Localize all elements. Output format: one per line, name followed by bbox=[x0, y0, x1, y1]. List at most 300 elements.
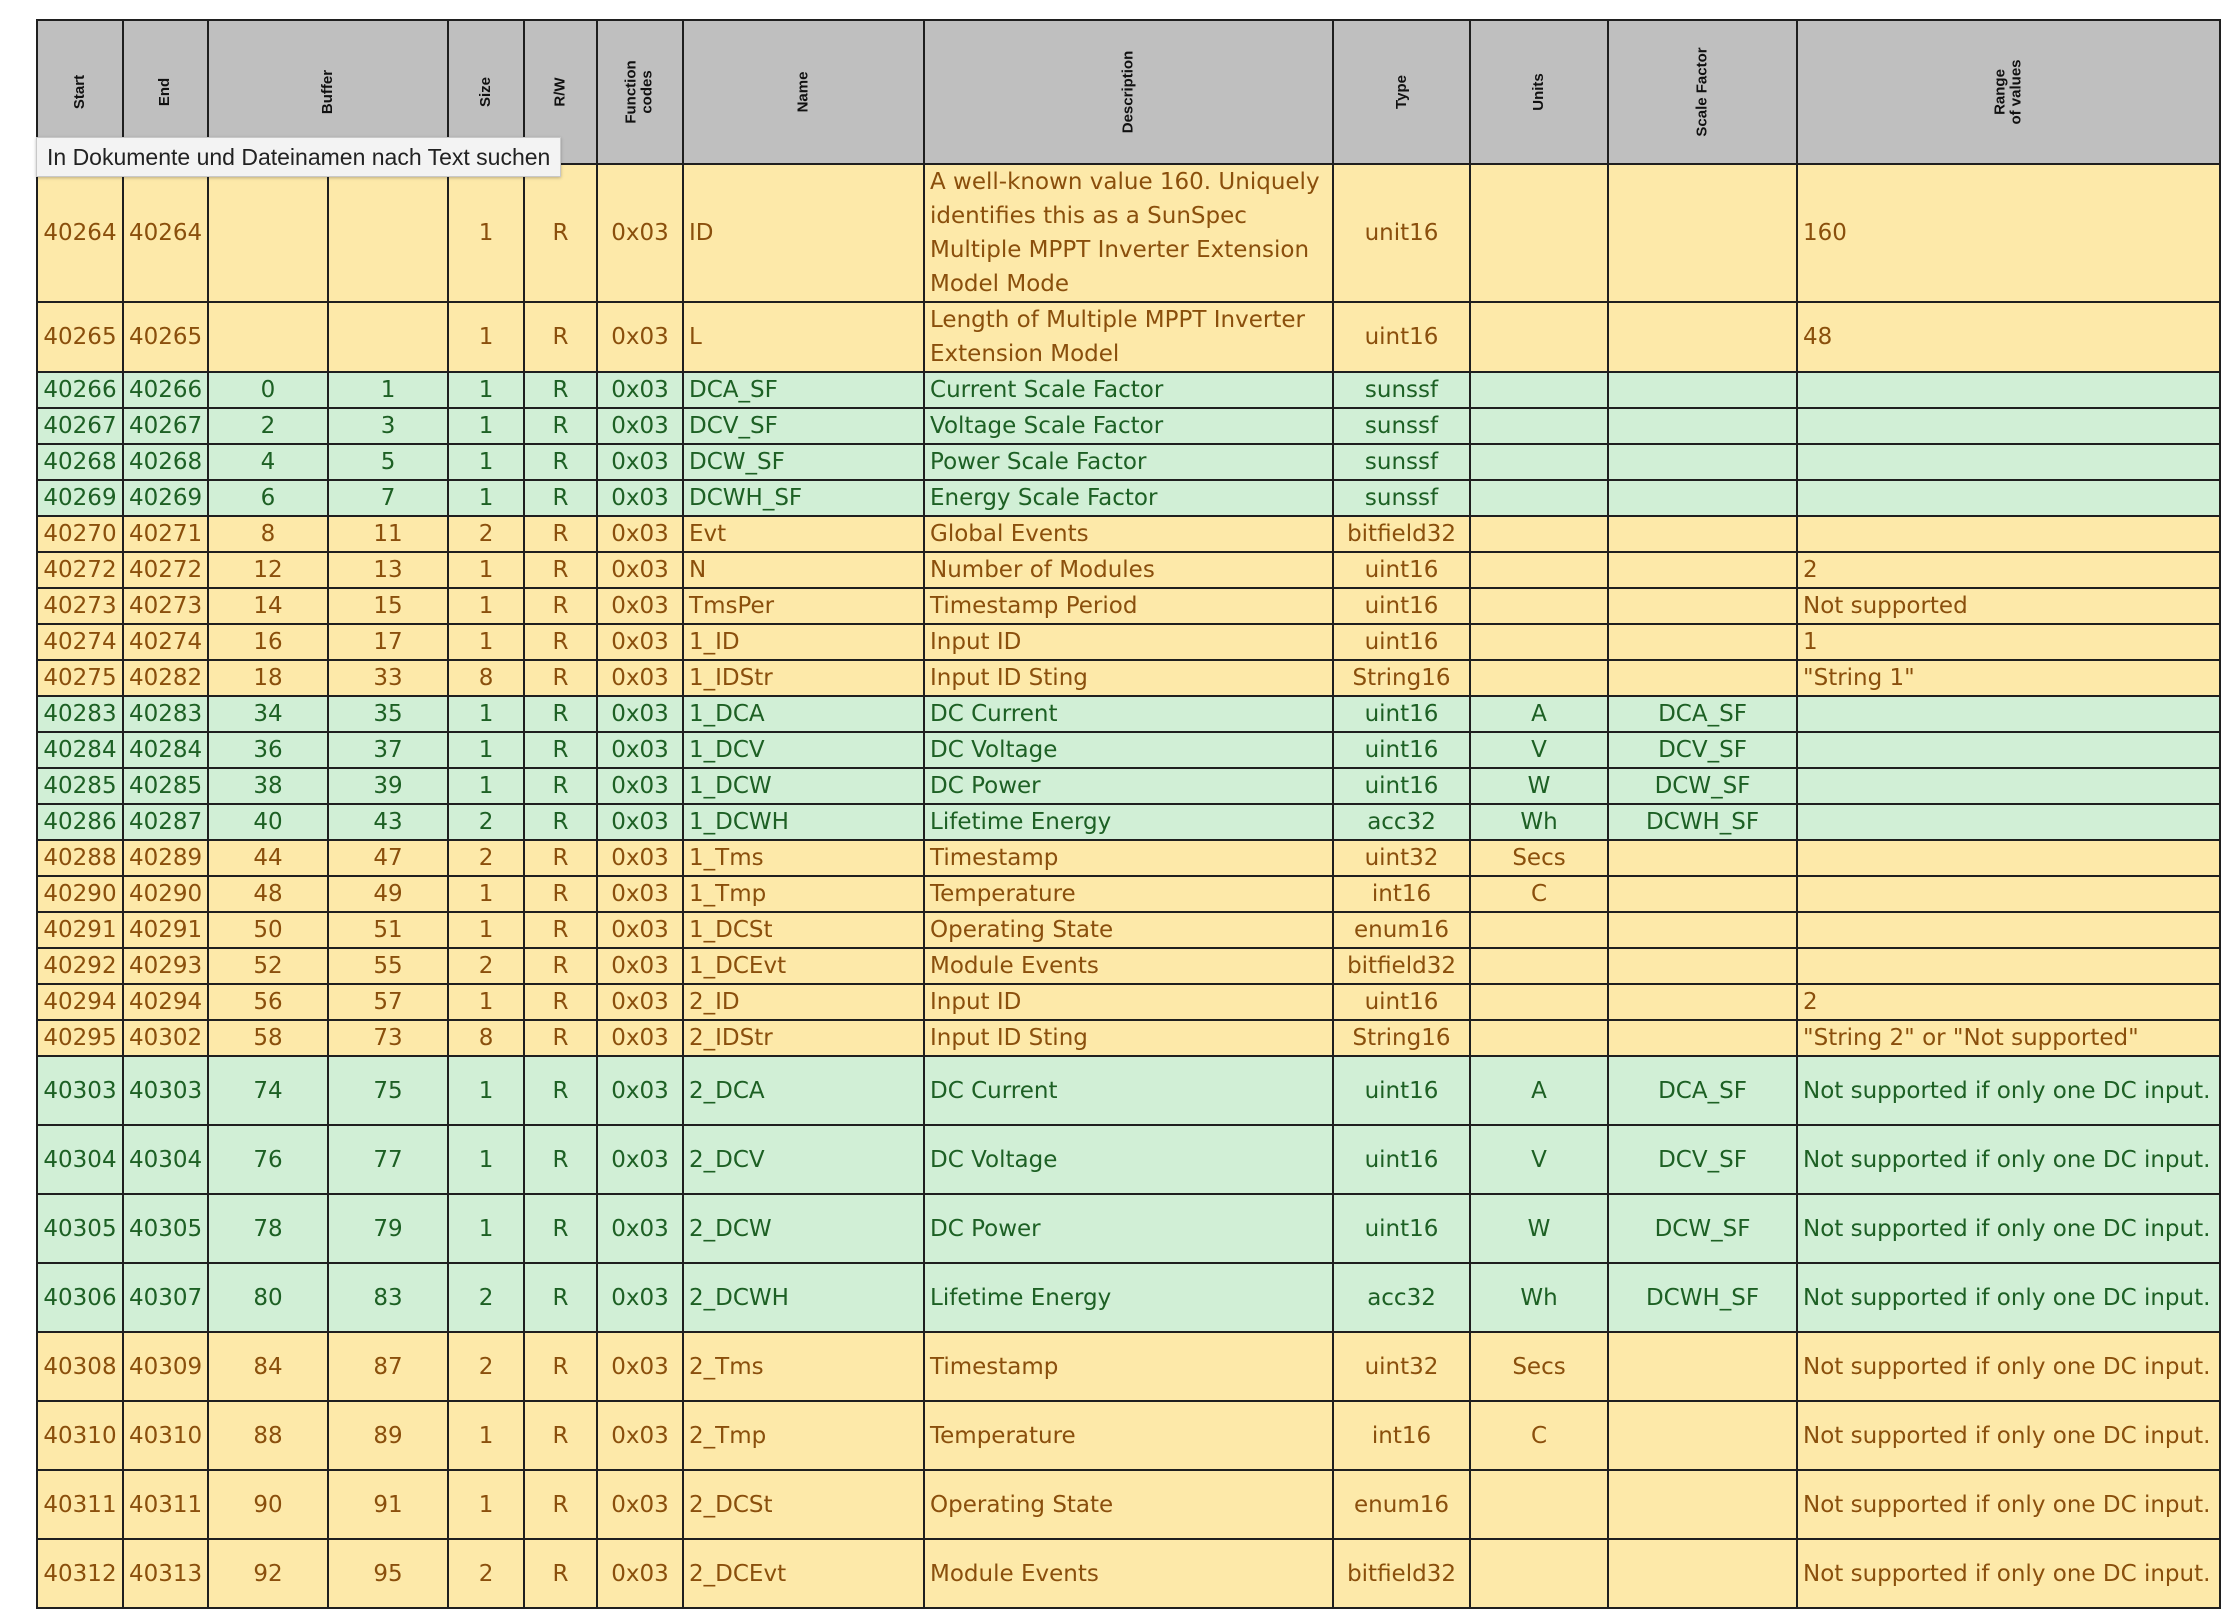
cell-units[interactable]: W bbox=[1470, 1194, 1608, 1263]
cell-buffer-start[interactable]: 18 bbox=[208, 660, 328, 696]
cell-description[interactable]: Length of Multiple MPPT Inverter Extension Model bbox=[924, 302, 1333, 372]
cell-type[interactable]: acc32 bbox=[1333, 1263, 1470, 1332]
cell-scale-factor[interactable] bbox=[1608, 876, 1797, 912]
cell-end[interactable]: 40264 bbox=[123, 164, 208, 302]
cell-scale-factor[interactable]: DCV_SF bbox=[1608, 1125, 1797, 1194]
cell-start[interactable]: 40310 bbox=[37, 1401, 123, 1470]
cell-units[interactable] bbox=[1470, 912, 1608, 948]
cell-buffer-end[interactable]: 89 bbox=[328, 1401, 448, 1470]
cell-end[interactable]: 40310 bbox=[123, 1401, 208, 1470]
cell-description[interactable]: A well-known value 160. Uniquely identifies this as a SunSpec Multiple MPPT Inverter Extension Model Mode bbox=[924, 164, 1333, 302]
cell-name[interactable]: 2_IDStr bbox=[683, 1020, 924, 1056]
cell-range[interactable] bbox=[1797, 480, 2220, 516]
cell-range[interactable] bbox=[1797, 804, 2220, 840]
cell-name[interactable]: 2_ID bbox=[683, 984, 924, 1020]
cell-function-code[interactable]: 0x03 bbox=[597, 912, 683, 948]
cell-size[interactable]: 2 bbox=[448, 1263, 524, 1332]
cell-description[interactable]: Operating State bbox=[924, 912, 1333, 948]
cell-units[interactable]: V bbox=[1470, 732, 1608, 768]
cell-buffer-end[interactable]: 3 bbox=[328, 408, 448, 444]
cell-units[interactable]: C bbox=[1470, 876, 1608, 912]
cell-start[interactable]: 40286 bbox=[37, 804, 123, 840]
cell-start[interactable]: 40308 bbox=[37, 1332, 123, 1401]
cell-name[interactable]: 2_DCSt bbox=[683, 1470, 924, 1539]
cell-function-code[interactable]: 0x03 bbox=[597, 1125, 683, 1194]
cell-size[interactable]: 1 bbox=[448, 624, 524, 660]
cell-rw[interactable]: R bbox=[524, 1056, 597, 1125]
cell-scale-factor[interactable] bbox=[1608, 1539, 1797, 1608]
cell-range[interactable]: Not supported if only one DC input. bbox=[1797, 1539, 2220, 1608]
cell-buffer-end[interactable]: 7 bbox=[328, 480, 448, 516]
cell-scale-factor[interactable]: DCW_SF bbox=[1608, 1194, 1797, 1263]
cell-buffer-end[interactable]: 35 bbox=[328, 696, 448, 732]
cell-size[interactable]: 1 bbox=[448, 408, 524, 444]
cell-units[interactable]: Secs bbox=[1470, 840, 1608, 876]
cell-end[interactable]: 40283 bbox=[123, 696, 208, 732]
cell-scale-factor[interactable] bbox=[1608, 660, 1797, 696]
cell-name[interactable]: TmsPer bbox=[683, 588, 924, 624]
cell-start[interactable]: 40266 bbox=[37, 372, 123, 408]
cell-end[interactable]: 40269 bbox=[123, 480, 208, 516]
cell-function-code[interactable]: 0x03 bbox=[597, 1056, 683, 1125]
cell-scale-factor[interactable] bbox=[1608, 984, 1797, 1020]
cell-description[interactable]: Energy Scale Factor bbox=[924, 480, 1333, 516]
cell-name[interactable]: L bbox=[683, 302, 924, 372]
cell-function-code[interactable]: 0x03 bbox=[597, 444, 683, 480]
cell-units[interactable] bbox=[1470, 516, 1608, 552]
cell-start[interactable]: 40264 bbox=[37, 164, 123, 302]
cell-range[interactable]: 160 bbox=[1797, 164, 2220, 302]
header-size[interactable]: Size bbox=[448, 20, 524, 164]
cell-function-code[interactable]: 0x03 bbox=[597, 1194, 683, 1263]
cell-start[interactable]: 40305 bbox=[37, 1194, 123, 1263]
cell-units[interactable] bbox=[1470, 1539, 1608, 1608]
cell-buffer-end[interactable]: 33 bbox=[328, 660, 448, 696]
cell-buffer-end[interactable]: 73 bbox=[328, 1020, 448, 1056]
cell-rw[interactable]: R bbox=[524, 948, 597, 984]
cell-type[interactable]: sunssf bbox=[1333, 372, 1470, 408]
cell-units[interactable]: A bbox=[1470, 1056, 1608, 1125]
cell-buffer-start[interactable]: 88 bbox=[208, 1401, 328, 1470]
cell-start[interactable]: 40275 bbox=[37, 660, 123, 696]
cell-end[interactable]: 40284 bbox=[123, 732, 208, 768]
cell-size[interactable]: 2 bbox=[448, 1539, 524, 1608]
cell-rw[interactable]: R bbox=[524, 1125, 597, 1194]
cell-type[interactable]: uint16 bbox=[1333, 624, 1470, 660]
cell-size[interactable]: 2 bbox=[448, 516, 524, 552]
cell-end[interactable]: 40282 bbox=[123, 660, 208, 696]
cell-function-code[interactable]: 0x03 bbox=[597, 1539, 683, 1608]
cell-buffer-end[interactable]: 47 bbox=[328, 840, 448, 876]
cell-range[interactable]: Not supported if only one DC input. bbox=[1797, 1332, 2220, 1401]
cell-end[interactable]: 40273 bbox=[123, 588, 208, 624]
cell-start[interactable]: 40273 bbox=[37, 588, 123, 624]
cell-scale-factor[interactable] bbox=[1608, 552, 1797, 588]
cell-buffer-end[interactable]: 5 bbox=[328, 444, 448, 480]
header-scale-factor[interactable]: Scale Factor bbox=[1608, 20, 1797, 164]
cell-range[interactable]: 1 bbox=[1797, 624, 2220, 660]
cell-buffer-start[interactable]: 48 bbox=[208, 876, 328, 912]
cell-type[interactable]: uint16 bbox=[1333, 1125, 1470, 1194]
cell-buffer-end[interactable]: 51 bbox=[328, 912, 448, 948]
cell-function-code[interactable]: 0x03 bbox=[597, 948, 683, 984]
cell-name[interactable]: 2_Tmp bbox=[683, 1401, 924, 1470]
cell-function-code[interactable]: 0x03 bbox=[597, 302, 683, 372]
cell-range[interactable]: 48 bbox=[1797, 302, 2220, 372]
cell-rw[interactable]: R bbox=[524, 984, 597, 1020]
cell-size[interactable]: 1 bbox=[448, 696, 524, 732]
cell-function-code[interactable]: 0x03 bbox=[597, 984, 683, 1020]
cell-type[interactable]: String16 bbox=[1333, 1020, 1470, 1056]
cell-buffer-start[interactable]: 38 bbox=[208, 768, 328, 804]
cell-buffer-end[interactable]: 11 bbox=[328, 516, 448, 552]
cell-buffer-start[interactable]: 2 bbox=[208, 408, 328, 444]
cell-description[interactable]: Lifetime Energy bbox=[924, 804, 1333, 840]
cell-type[interactable]: uint16 bbox=[1333, 302, 1470, 372]
cell-scale-factor[interactable] bbox=[1608, 1401, 1797, 1470]
cell-size[interactable]: 1 bbox=[448, 302, 524, 372]
cell-buffer-start[interactable]: 52 bbox=[208, 948, 328, 984]
cell-buffer-end[interactable]: 43 bbox=[328, 804, 448, 840]
cell-scale-factor[interactable] bbox=[1608, 624, 1797, 660]
cell-units[interactable] bbox=[1470, 408, 1608, 444]
cell-start[interactable]: 40290 bbox=[37, 876, 123, 912]
cell-end[interactable]: 40311 bbox=[123, 1470, 208, 1539]
cell-type[interactable]: uint32 bbox=[1333, 840, 1470, 876]
cell-description[interactable]: Input ID Sting bbox=[924, 1020, 1333, 1056]
cell-buffer-end[interactable]: 57 bbox=[328, 984, 448, 1020]
cell-buffer-end[interactable]: 55 bbox=[328, 948, 448, 984]
cell-name[interactable]: 2_DCWH bbox=[683, 1263, 924, 1332]
header-units[interactable]: Units bbox=[1470, 20, 1608, 164]
cell-type[interactable]: sunssf bbox=[1333, 444, 1470, 480]
cell-size[interactable]: 1 bbox=[448, 1194, 524, 1263]
cell-name[interactable]: 1_DCEvt bbox=[683, 948, 924, 984]
cell-end[interactable]: 40274 bbox=[123, 624, 208, 660]
cell-end[interactable]: 40268 bbox=[123, 444, 208, 480]
cell-range[interactable] bbox=[1797, 732, 2220, 768]
cell-start[interactable]: 40288 bbox=[37, 840, 123, 876]
cell-scale-factor[interactable]: DCW_SF bbox=[1608, 768, 1797, 804]
cell-description[interactable]: Timestamp bbox=[924, 840, 1333, 876]
cell-name[interactable]: 2_DCEvt bbox=[683, 1539, 924, 1608]
cell-rw[interactable]: R bbox=[524, 1020, 597, 1056]
cell-name[interactable]: 1_DCW bbox=[683, 768, 924, 804]
cell-buffer-end[interactable]: 39 bbox=[328, 768, 448, 804]
cell-rw[interactable]: R bbox=[524, 1263, 597, 1332]
cell-type[interactable]: uint16 bbox=[1333, 732, 1470, 768]
cell-start[interactable]: 40294 bbox=[37, 984, 123, 1020]
header-start[interactable]: Start bbox=[37, 20, 123, 164]
cell-buffer-start[interactable]: 34 bbox=[208, 696, 328, 732]
cell-end[interactable]: 40291 bbox=[123, 912, 208, 948]
cell-end[interactable]: 40313 bbox=[123, 1539, 208, 1608]
cell-rw[interactable]: R bbox=[524, 660, 597, 696]
cell-description[interactable]: DC Voltage bbox=[924, 1125, 1333, 1194]
cell-size[interactable]: 2 bbox=[448, 1332, 524, 1401]
cell-buffer-start[interactable] bbox=[208, 302, 328, 372]
cell-description[interactable]: Temperature bbox=[924, 1401, 1333, 1470]
cell-type[interactable]: acc32 bbox=[1333, 804, 1470, 840]
cell-start[interactable]: 40284 bbox=[37, 732, 123, 768]
cell-buffer-start[interactable]: 80 bbox=[208, 1263, 328, 1332]
cell-start[interactable]: 40269 bbox=[37, 480, 123, 516]
cell-buffer-start[interactable]: 0 bbox=[208, 372, 328, 408]
cell-function-code[interactable]: 0x03 bbox=[597, 1020, 683, 1056]
cell-end[interactable]: 40267 bbox=[123, 408, 208, 444]
cell-range[interactable]: "String 1" bbox=[1797, 660, 2220, 696]
cell-range[interactable]: 2 bbox=[1797, 552, 2220, 588]
cell-units[interactable] bbox=[1470, 588, 1608, 624]
cell-buffer-start[interactable]: 6 bbox=[208, 480, 328, 516]
cell-start[interactable]: 40270 bbox=[37, 516, 123, 552]
cell-range[interactable]: Not supported if only one DC input. bbox=[1797, 1125, 2220, 1194]
cell-buffer-end[interactable]: 95 bbox=[328, 1539, 448, 1608]
cell-units[interactable]: Wh bbox=[1470, 804, 1608, 840]
cell-name[interactable]: DCW_SF bbox=[683, 444, 924, 480]
cell-rw[interactable]: R bbox=[524, 302, 597, 372]
cell-size[interactable]: 2 bbox=[448, 840, 524, 876]
cell-rw[interactable]: R bbox=[524, 552, 597, 588]
header-end[interactable]: End bbox=[123, 20, 208, 164]
cell-start[interactable]: 40274 bbox=[37, 624, 123, 660]
cell-units[interactable] bbox=[1470, 552, 1608, 588]
cell-function-code[interactable]: 0x03 bbox=[597, 372, 683, 408]
cell-buffer-start[interactable]: 58 bbox=[208, 1020, 328, 1056]
cell-scale-factor[interactable] bbox=[1608, 408, 1797, 444]
cell-size[interactable]: 1 bbox=[448, 876, 524, 912]
cell-rw[interactable]: R bbox=[524, 444, 597, 480]
cell-rw[interactable]: R bbox=[524, 696, 597, 732]
cell-type[interactable]: int16 bbox=[1333, 876, 1470, 912]
cell-name[interactable]: 1_Tms bbox=[683, 840, 924, 876]
cell-start[interactable]: 40285 bbox=[37, 768, 123, 804]
cell-buffer-start[interactable]: 44 bbox=[208, 840, 328, 876]
cell-units[interactable] bbox=[1470, 624, 1608, 660]
cell-type[interactable]: uint16 bbox=[1333, 552, 1470, 588]
cell-units[interactable] bbox=[1470, 372, 1608, 408]
cell-function-code[interactable]: 0x03 bbox=[597, 732, 683, 768]
cell-range[interactable] bbox=[1797, 840, 2220, 876]
cell-name[interactable]: 1_DCSt bbox=[683, 912, 924, 948]
cell-range[interactable] bbox=[1797, 768, 2220, 804]
cell-size[interactable]: 1 bbox=[448, 164, 524, 302]
cell-buffer-start[interactable]: 74 bbox=[208, 1056, 328, 1125]
cell-buffer-end[interactable]: 13 bbox=[328, 552, 448, 588]
cell-description[interactable]: DC Power bbox=[924, 768, 1333, 804]
cell-scale-factor[interactable] bbox=[1608, 588, 1797, 624]
cell-buffer-end[interactable]: 75 bbox=[328, 1056, 448, 1125]
cell-buffer-start[interactable]: 90 bbox=[208, 1470, 328, 1539]
cell-type[interactable]: uint16 bbox=[1333, 984, 1470, 1020]
cell-range[interactable]: Not supported if only one DC input. bbox=[1797, 1401, 2220, 1470]
cell-buffer-end[interactable]: 1 bbox=[328, 372, 448, 408]
cell-scale-factor[interactable] bbox=[1608, 164, 1797, 302]
cell-end[interactable]: 40272 bbox=[123, 552, 208, 588]
cell-description[interactable]: Number of Modules bbox=[924, 552, 1333, 588]
cell-name[interactable]: Evt bbox=[683, 516, 924, 552]
cell-scale-factor[interactable] bbox=[1608, 840, 1797, 876]
cell-buffer-end[interactable] bbox=[328, 302, 448, 372]
cell-description[interactable]: Global Events bbox=[924, 516, 1333, 552]
cell-start[interactable]: 40268 bbox=[37, 444, 123, 480]
cell-end[interactable]: 40287 bbox=[123, 804, 208, 840]
header-type[interactable]: Type bbox=[1333, 20, 1470, 164]
cell-rw[interactable]: R bbox=[524, 876, 597, 912]
cell-end[interactable]: 40309 bbox=[123, 1332, 208, 1401]
cell-description[interactable]: Temperature bbox=[924, 876, 1333, 912]
cell-buffer-end[interactable]: 77 bbox=[328, 1125, 448, 1194]
cell-range[interactable]: "String 2" or "Not supported" bbox=[1797, 1020, 2220, 1056]
cell-end[interactable]: 40302 bbox=[123, 1020, 208, 1056]
cell-end[interactable]: 40271 bbox=[123, 516, 208, 552]
cell-start[interactable]: 40267 bbox=[37, 408, 123, 444]
cell-rw[interactable]: R bbox=[524, 372, 597, 408]
cell-function-code[interactable]: 0x03 bbox=[597, 876, 683, 912]
cell-end[interactable]: 40304 bbox=[123, 1125, 208, 1194]
cell-units[interactable] bbox=[1470, 302, 1608, 372]
cell-buffer-end[interactable]: 87 bbox=[328, 1332, 448, 1401]
cell-type[interactable]: uint16 bbox=[1333, 1056, 1470, 1125]
cell-start[interactable]: 40283 bbox=[37, 696, 123, 732]
cell-size[interactable]: 1 bbox=[448, 1401, 524, 1470]
cell-name[interactable]: DCV_SF bbox=[683, 408, 924, 444]
cell-rw[interactable]: R bbox=[524, 804, 597, 840]
cell-range[interactable]: 2 bbox=[1797, 984, 2220, 1020]
cell-size[interactable]: 2 bbox=[448, 948, 524, 984]
cell-buffer-end[interactable]: 15 bbox=[328, 588, 448, 624]
cell-rw[interactable]: R bbox=[524, 1401, 597, 1470]
cell-scale-factor[interactable] bbox=[1608, 516, 1797, 552]
header-rw[interactable]: R/W bbox=[524, 20, 597, 164]
cell-range[interactable] bbox=[1797, 372, 2220, 408]
cell-end[interactable]: 40290 bbox=[123, 876, 208, 912]
cell-description[interactable]: Input ID bbox=[924, 984, 1333, 1020]
cell-units[interactable]: V bbox=[1470, 1125, 1608, 1194]
cell-end[interactable]: 40307 bbox=[123, 1263, 208, 1332]
cell-type[interactable]: sunssf bbox=[1333, 408, 1470, 444]
cell-range[interactable] bbox=[1797, 876, 2220, 912]
cell-buffer-start[interactable] bbox=[208, 164, 328, 302]
cell-size[interactable]: 8 bbox=[448, 1020, 524, 1056]
cell-buffer-start[interactable]: 92 bbox=[208, 1539, 328, 1608]
cell-type[interactable]: unit16 bbox=[1333, 164, 1470, 302]
cell-range[interactable] bbox=[1797, 408, 2220, 444]
cell-units[interactable] bbox=[1470, 1470, 1608, 1539]
cell-buffer-end[interactable]: 91 bbox=[328, 1470, 448, 1539]
cell-end[interactable]: 40305 bbox=[123, 1194, 208, 1263]
cell-scale-factor[interactable]: DCA_SF bbox=[1608, 1056, 1797, 1125]
header-buffer[interactable]: Buffer bbox=[208, 20, 448, 164]
cell-end[interactable]: 40289 bbox=[123, 840, 208, 876]
cell-start[interactable]: 40311 bbox=[37, 1470, 123, 1539]
cell-function-code[interactable]: 0x03 bbox=[597, 480, 683, 516]
cell-scale-factor[interactable] bbox=[1608, 912, 1797, 948]
cell-rw[interactable]: R bbox=[524, 588, 597, 624]
cell-range[interactable] bbox=[1797, 696, 2220, 732]
cell-end[interactable]: 40285 bbox=[123, 768, 208, 804]
cell-range[interactable] bbox=[1797, 912, 2220, 948]
cell-function-code[interactable]: 0x03 bbox=[597, 408, 683, 444]
cell-name[interactable]: DCA_SF bbox=[683, 372, 924, 408]
cell-range[interactable]: Not supported if only one DC input. bbox=[1797, 1470, 2220, 1539]
cell-rw[interactable]: R bbox=[524, 480, 597, 516]
cell-buffer-end[interactable]: 49 bbox=[328, 876, 448, 912]
cell-scale-factor[interactable] bbox=[1608, 302, 1797, 372]
cell-buffer-end[interactable]: 79 bbox=[328, 1194, 448, 1263]
cell-description[interactable]: Input ID Sting bbox=[924, 660, 1333, 696]
cell-buffer-start[interactable]: 4 bbox=[208, 444, 328, 480]
cell-scale-factor[interactable] bbox=[1608, 480, 1797, 516]
cell-description[interactable]: Current Scale Factor bbox=[924, 372, 1333, 408]
cell-description[interactable]: Timestamp Period bbox=[924, 588, 1333, 624]
cell-units[interactable]: Wh bbox=[1470, 1263, 1608, 1332]
cell-units[interactable] bbox=[1470, 444, 1608, 480]
cell-start[interactable]: 40295 bbox=[37, 1020, 123, 1056]
cell-units[interactable]: Secs bbox=[1470, 1332, 1608, 1401]
cell-rw[interactable]: R bbox=[524, 1194, 597, 1263]
cell-size[interactable]: 1 bbox=[448, 444, 524, 480]
cell-type[interactable]: sunssf bbox=[1333, 480, 1470, 516]
cell-end[interactable]: 40293 bbox=[123, 948, 208, 984]
cell-scale-factor[interactable] bbox=[1608, 1332, 1797, 1401]
cell-end[interactable]: 40303 bbox=[123, 1056, 208, 1125]
cell-type[interactable]: uint16 bbox=[1333, 768, 1470, 804]
cell-scale-factor[interactable] bbox=[1608, 444, 1797, 480]
cell-buffer-start[interactable]: 36 bbox=[208, 732, 328, 768]
cell-name[interactable]: 1_DCV bbox=[683, 732, 924, 768]
cell-range[interactable]: Not supported if only one DC input. bbox=[1797, 1263, 2220, 1332]
cell-buffer-start[interactable]: 78 bbox=[208, 1194, 328, 1263]
cell-units[interactable] bbox=[1470, 1020, 1608, 1056]
header-range[interactable]: Range of values bbox=[1797, 20, 2220, 164]
cell-range[interactable] bbox=[1797, 948, 2220, 984]
cell-size[interactable]: 1 bbox=[448, 1125, 524, 1194]
cell-scale-factor[interactable]: DCV_SF bbox=[1608, 732, 1797, 768]
cell-description[interactable]: DC Current bbox=[924, 696, 1333, 732]
cell-function-code[interactable]: 0x03 bbox=[597, 516, 683, 552]
cell-name[interactable]: 2_DCV bbox=[683, 1125, 924, 1194]
cell-start[interactable]: 40292 bbox=[37, 948, 123, 984]
cell-size[interactable]: 1 bbox=[448, 588, 524, 624]
cell-scale-factor[interactable]: DCA_SF bbox=[1608, 696, 1797, 732]
header-function-codes[interactable]: Function codes bbox=[597, 20, 683, 164]
cell-scale-factor[interactable] bbox=[1608, 1020, 1797, 1056]
cell-type[interactable]: bitfield32 bbox=[1333, 1539, 1470, 1608]
cell-type[interactable]: uint16 bbox=[1333, 696, 1470, 732]
cell-function-code[interactable]: 0x03 bbox=[597, 768, 683, 804]
cell-units[interactable]: C bbox=[1470, 1401, 1608, 1470]
cell-size[interactable]: 1 bbox=[448, 732, 524, 768]
cell-name[interactable]: 1_ID bbox=[683, 624, 924, 660]
cell-end[interactable]: 40294 bbox=[123, 984, 208, 1020]
cell-buffer-start[interactable]: 12 bbox=[208, 552, 328, 588]
cell-function-code[interactable]: 0x03 bbox=[597, 624, 683, 660]
cell-type[interactable]: bitfield32 bbox=[1333, 948, 1470, 984]
cell-rw[interactable]: R bbox=[524, 840, 597, 876]
cell-buffer-start[interactable]: 76 bbox=[208, 1125, 328, 1194]
cell-function-code[interactable]: 0x03 bbox=[597, 1401, 683, 1470]
cell-size[interactable]: 1 bbox=[448, 480, 524, 516]
cell-function-code[interactable]: 0x03 bbox=[597, 164, 683, 302]
cell-size[interactable]: 1 bbox=[448, 768, 524, 804]
cell-name[interactable]: ID bbox=[683, 164, 924, 302]
cell-rw[interactable]: R bbox=[524, 912, 597, 948]
cell-scale-factor[interactable]: DCWH_SF bbox=[1608, 804, 1797, 840]
cell-function-code[interactable]: 0x03 bbox=[597, 1332, 683, 1401]
cell-buffer-start[interactable]: 40 bbox=[208, 804, 328, 840]
cell-type[interactable]: enum16 bbox=[1333, 1470, 1470, 1539]
